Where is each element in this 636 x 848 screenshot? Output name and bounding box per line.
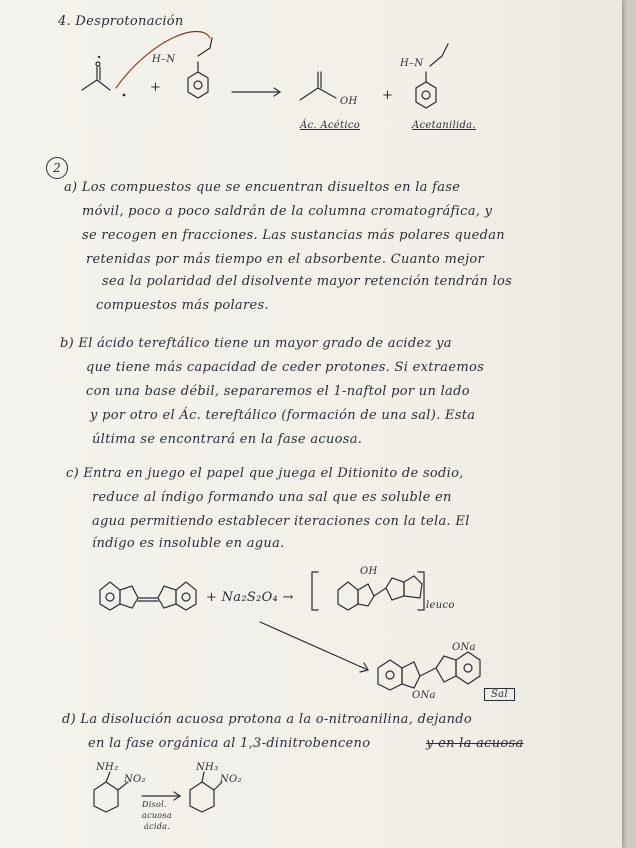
q2-a-line-4: retenidas por más tiempo en el absorbente. Cuanto mejor <box>86 252 485 267</box>
c-ona-label-2: ONa <box>412 690 436 701</box>
c-reagent: + Na₂S₂O₄ → <box>206 590 294 605</box>
d-note-2: acuosa <box>142 811 172 820</box>
q2-d-line-2: en la fase orgánica al 1,3-dinitrobenceno <box>88 736 371 751</box>
q2-c-line-4: índigo es insoluble en agua. <box>92 536 285 551</box>
q2-b-line-2: que tiene más capacidad de ceder protones. Si extraemos <box>86 360 485 375</box>
q4-plus-1: + <box>150 80 162 95</box>
d-nh3-label: NH₃ <box>196 762 219 773</box>
q2-a-line-3: se recogen en fracciones. Las sustancias más polares quedan <box>82 228 505 243</box>
d-note-3: ácida. <box>144 822 171 831</box>
q2-b-line-1: b) El ácido tereftálico tiene un mayor grado de acidez ya <box>60 336 452 351</box>
d-note-1: Disol. <box>142 800 167 809</box>
d-nh2-label: NH₂ <box>96 762 119 773</box>
d-no2-label-2: NO₂ <box>220 774 242 785</box>
c-leuco-label: leuco <box>426 600 455 611</box>
d-no2-label-1: NO₂ <box>124 774 146 785</box>
q4-acetic-label: Ác. Acético <box>300 120 361 131</box>
q4-title: 4. Desprotonación <box>58 14 184 29</box>
q4-oh-label: OH <box>340 96 358 107</box>
c-sal-label: Sal <box>484 688 515 701</box>
q2-a-line-1: a) Los compuestos que se encuentran disueltos en la fase <box>64 180 461 195</box>
q4-hn2-label: H–N <box>400 58 424 69</box>
q2-a-line-2: móvil, poco a poco saldrán de la columna cromatográfica, y <box>82 204 493 219</box>
q2-c-line-2: reduce al índigo formando una sal que es soluble en <box>92 490 452 505</box>
q2-b-line-4: y por otro el Ác. tereftálico (formación de una sal). Esta <box>90 408 476 423</box>
q4-hn-label: H–N <box>152 54 176 65</box>
q2-c-line-1: c) Entra en juego el papel que juega el Ditionito de sodio, <box>66 466 464 481</box>
q2-d-struck-text: y en la acuosa <box>426 736 524 751</box>
q2-b-line-5: última se encontrará en la fase acuosa. <box>92 432 363 447</box>
q2-c-line-3: agua permitiendo establecer iteraciones con la tela. El <box>92 514 470 529</box>
c-oh-label: OH <box>360 566 378 577</box>
q4-acetanilide-label: Acetanilida. <box>412 120 476 131</box>
q2-a-line-5: sea la polaridad del disolvente mayor retención tendrán los <box>102 274 513 289</box>
q2-number: 2 <box>46 157 68 179</box>
c-ona-label-1: ONa <box>452 642 476 653</box>
q4-plus-2: + <box>382 88 394 103</box>
q2-b-line-3: con una base débil, separaremos el 1-naftol por un lado <box>86 384 470 399</box>
q2-d-line-1: d) La disolución acuosa protona a la o-nitroanilina, dejando <box>62 712 473 727</box>
q2-a-line-6: compuestos más polares. <box>96 298 269 313</box>
